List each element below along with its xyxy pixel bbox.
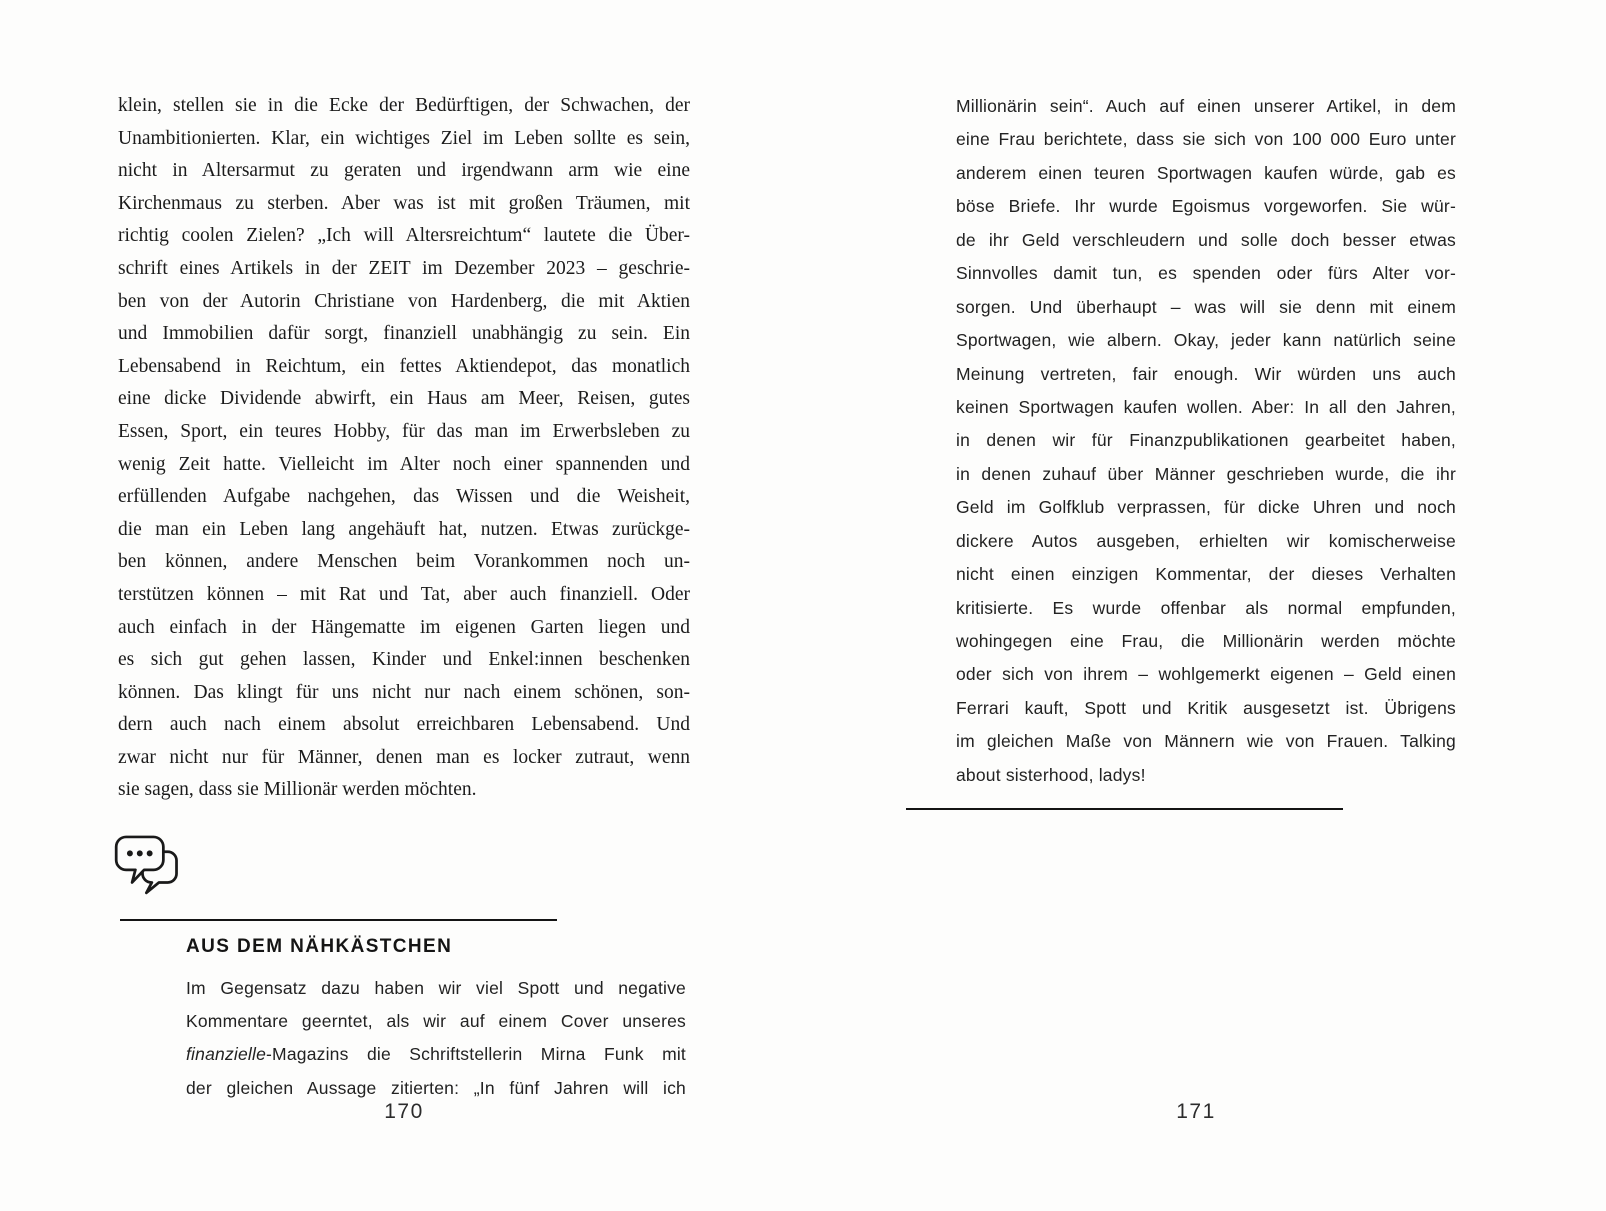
text-line: in denen zuhauf über Männer geschrieben wurde, die ihr: [956, 463, 1456, 484]
text-line: Sinnvolles damit tun, es spenden oder fürs Alter vor-: [956, 263, 1456, 284]
text-line: Geld im Golfklub verprassen, für dicke Uhren und noch: [956, 497, 1456, 518]
text-line: eine dicke Dividende abwirft, ein Haus am Meer, Reisen, gutes: [118, 388, 690, 410]
text-line: ben können, andere Menschen beim Vorankommen noch un-: [118, 551, 690, 573]
text-line: können. Das klingt für uns nicht nur nach einem schönen, son-: [118, 681, 690, 703]
page-number-left: 170: [384, 1100, 424, 1123]
text-line: zwar nicht nur für Männer, denen man es locker zutraut, wenn: [118, 746, 690, 768]
text-line: Millionärin sein“. Auch auf einen unserer Artikel, in dem: [956, 96, 1456, 116]
aside-text: [186, 972, 686, 1105]
text-line: terstützen können – mit Rat und Tat, aber auch finanziell. Oder: [118, 583, 690, 605]
text-line: sie sagen, dass sie Millionär werden möchten.: [118, 779, 477, 801]
aside-heading: AUS DEM NÄHKÄSTCHEN: [186, 936, 453, 957]
text-line: Ferrari kauft, Spott und Kritik ausgesetzt ist. Übrigens: [956, 697, 1456, 718]
text-line: und Immobilien dafür sorgt, finanziell unabhängig zu sein. Ein: [118, 323, 690, 345]
text-line: Im Gegensatz dazu haben wir viel Spott und negative: [186, 978, 686, 998]
text-line: dern auch nach einem absolut erreichbaren Lebensabend. Und: [118, 714, 690, 736]
text-line: erfüllenden Aufgabe nachgehen, das Wissen und die Weisheit,: [118, 486, 690, 508]
text-line: about sisterhood, ladys!: [956, 764, 1146, 785]
text-line: sorgen. Und überhaupt – was will sie denn mit einem: [956, 296, 1456, 317]
text-line: Kommentare geerntet, als wir auf einem Cover unseres: [186, 1011, 686, 1032]
text-line: Unambitionierten. Klar, ein wichtiges Ziel im Leben sollte es sein,: [118, 127, 690, 149]
text-line: finanzielle-Magazins die Schriftstellerin Mirna Funk mit: [186, 1044, 686, 1065]
text-line: keinen Sportwagen kaufen wollen. Aber: In all den Jahren,: [956, 396, 1456, 417]
text-line: ben von der Autorin Christiane von Hardenberg, die mit Aktien: [118, 290, 690, 312]
text-line: de ihr Geld verschleudern und solle doch besser etwas: [956, 229, 1456, 250]
text-line: böse Briefe. Ihr wurde Egoismus vorgeworfen. Sie wür-: [956, 196, 1456, 217]
left-page-body-paragraph: [118, 90, 690, 807]
text-line: nicht einen einzigen Kommentar, der dieses Verhalten: [956, 564, 1456, 585]
text-line: in denen wir für Finanzpublikationen gearbeitet haben,: [956, 430, 1456, 451]
text-line: Sportwagen, wie albern. Okay, jeder kann natürlich seine: [956, 330, 1456, 351]
text-line: Meinung vertreten, fair enough. Wir würden uns auch: [956, 363, 1456, 384]
speech-bubbles-icon: [114, 834, 182, 898]
text-line: wohingegen eine Frau, die Millionärin werden möchte: [956, 631, 1456, 651]
aside-bottom-rule: [906, 808, 1343, 810]
text-line: Lebensabend in Reichtum, ein fettes Aktiendepot, das monatlich: [118, 355, 690, 377]
text-line: Essen, Sport, ein teures Hobby, für das man im Erwerbsleben zu: [118, 420, 690, 442]
text-line: Kirchenmaus zu sterben. Aber was ist mit großen Träumen, mit: [118, 192, 690, 214]
text-line: dickere Autos ausgeben, erhielten wir komischerweise: [956, 530, 1456, 551]
text-line: schrift eines Artikels in der ZEIT im Dezember 2023 – geschrie-: [118, 257, 690, 279]
text-line: der gleichen Aussage zitierten: „In fünf Jahren will ich: [186, 1077, 686, 1098]
text-line: anderem einen teuren Sportwagen kaufen würde, gab es: [956, 162, 1456, 183]
text-line: oder sich von ihrem – wohlgemerkt eigenen – Geld einen: [956, 664, 1456, 685]
text-line: im gleichen Maße von Männern wie von Frauen. Talking: [956, 731, 1456, 752]
text-line: nicht in Altersarmut zu geraten und irgendwann arm wie eine: [118, 160, 690, 182]
text-line: eine Frau berichtete, dass sie sich von 100 000 Euro unter: [956, 129, 1456, 150]
page-number-right: 171: [1176, 1100, 1216, 1123]
text-line: kritisierte. Es wurde offenbar als normal empfunden,: [956, 597, 1456, 618]
text-line: wenig Zeit hatte. Vielleicht im Alter noch einer spannenden und: [118, 453, 690, 475]
text-line: richtig coolen Zielen? „Ich will Altersreichtum“ lautete die Über-: [118, 225, 690, 247]
aside-top-rule: [120, 919, 557, 921]
aside-continuation-text: [956, 90, 1456, 792]
text-line: klein, stellen sie in die Ecke der Bedürftigen, der Schwachen, der: [118, 95, 690, 116]
text-line: es sich gut gehen lassen, Kinder und Enkel:innen beschenken: [118, 649, 690, 671]
text-line: auch einfach in der Hängematte im eigenen Garten liegen und: [118, 616, 690, 638]
text-line: die man ein Leben lang angehäuft hat, nutzen. Etwas zurückge-: [118, 518, 690, 540]
